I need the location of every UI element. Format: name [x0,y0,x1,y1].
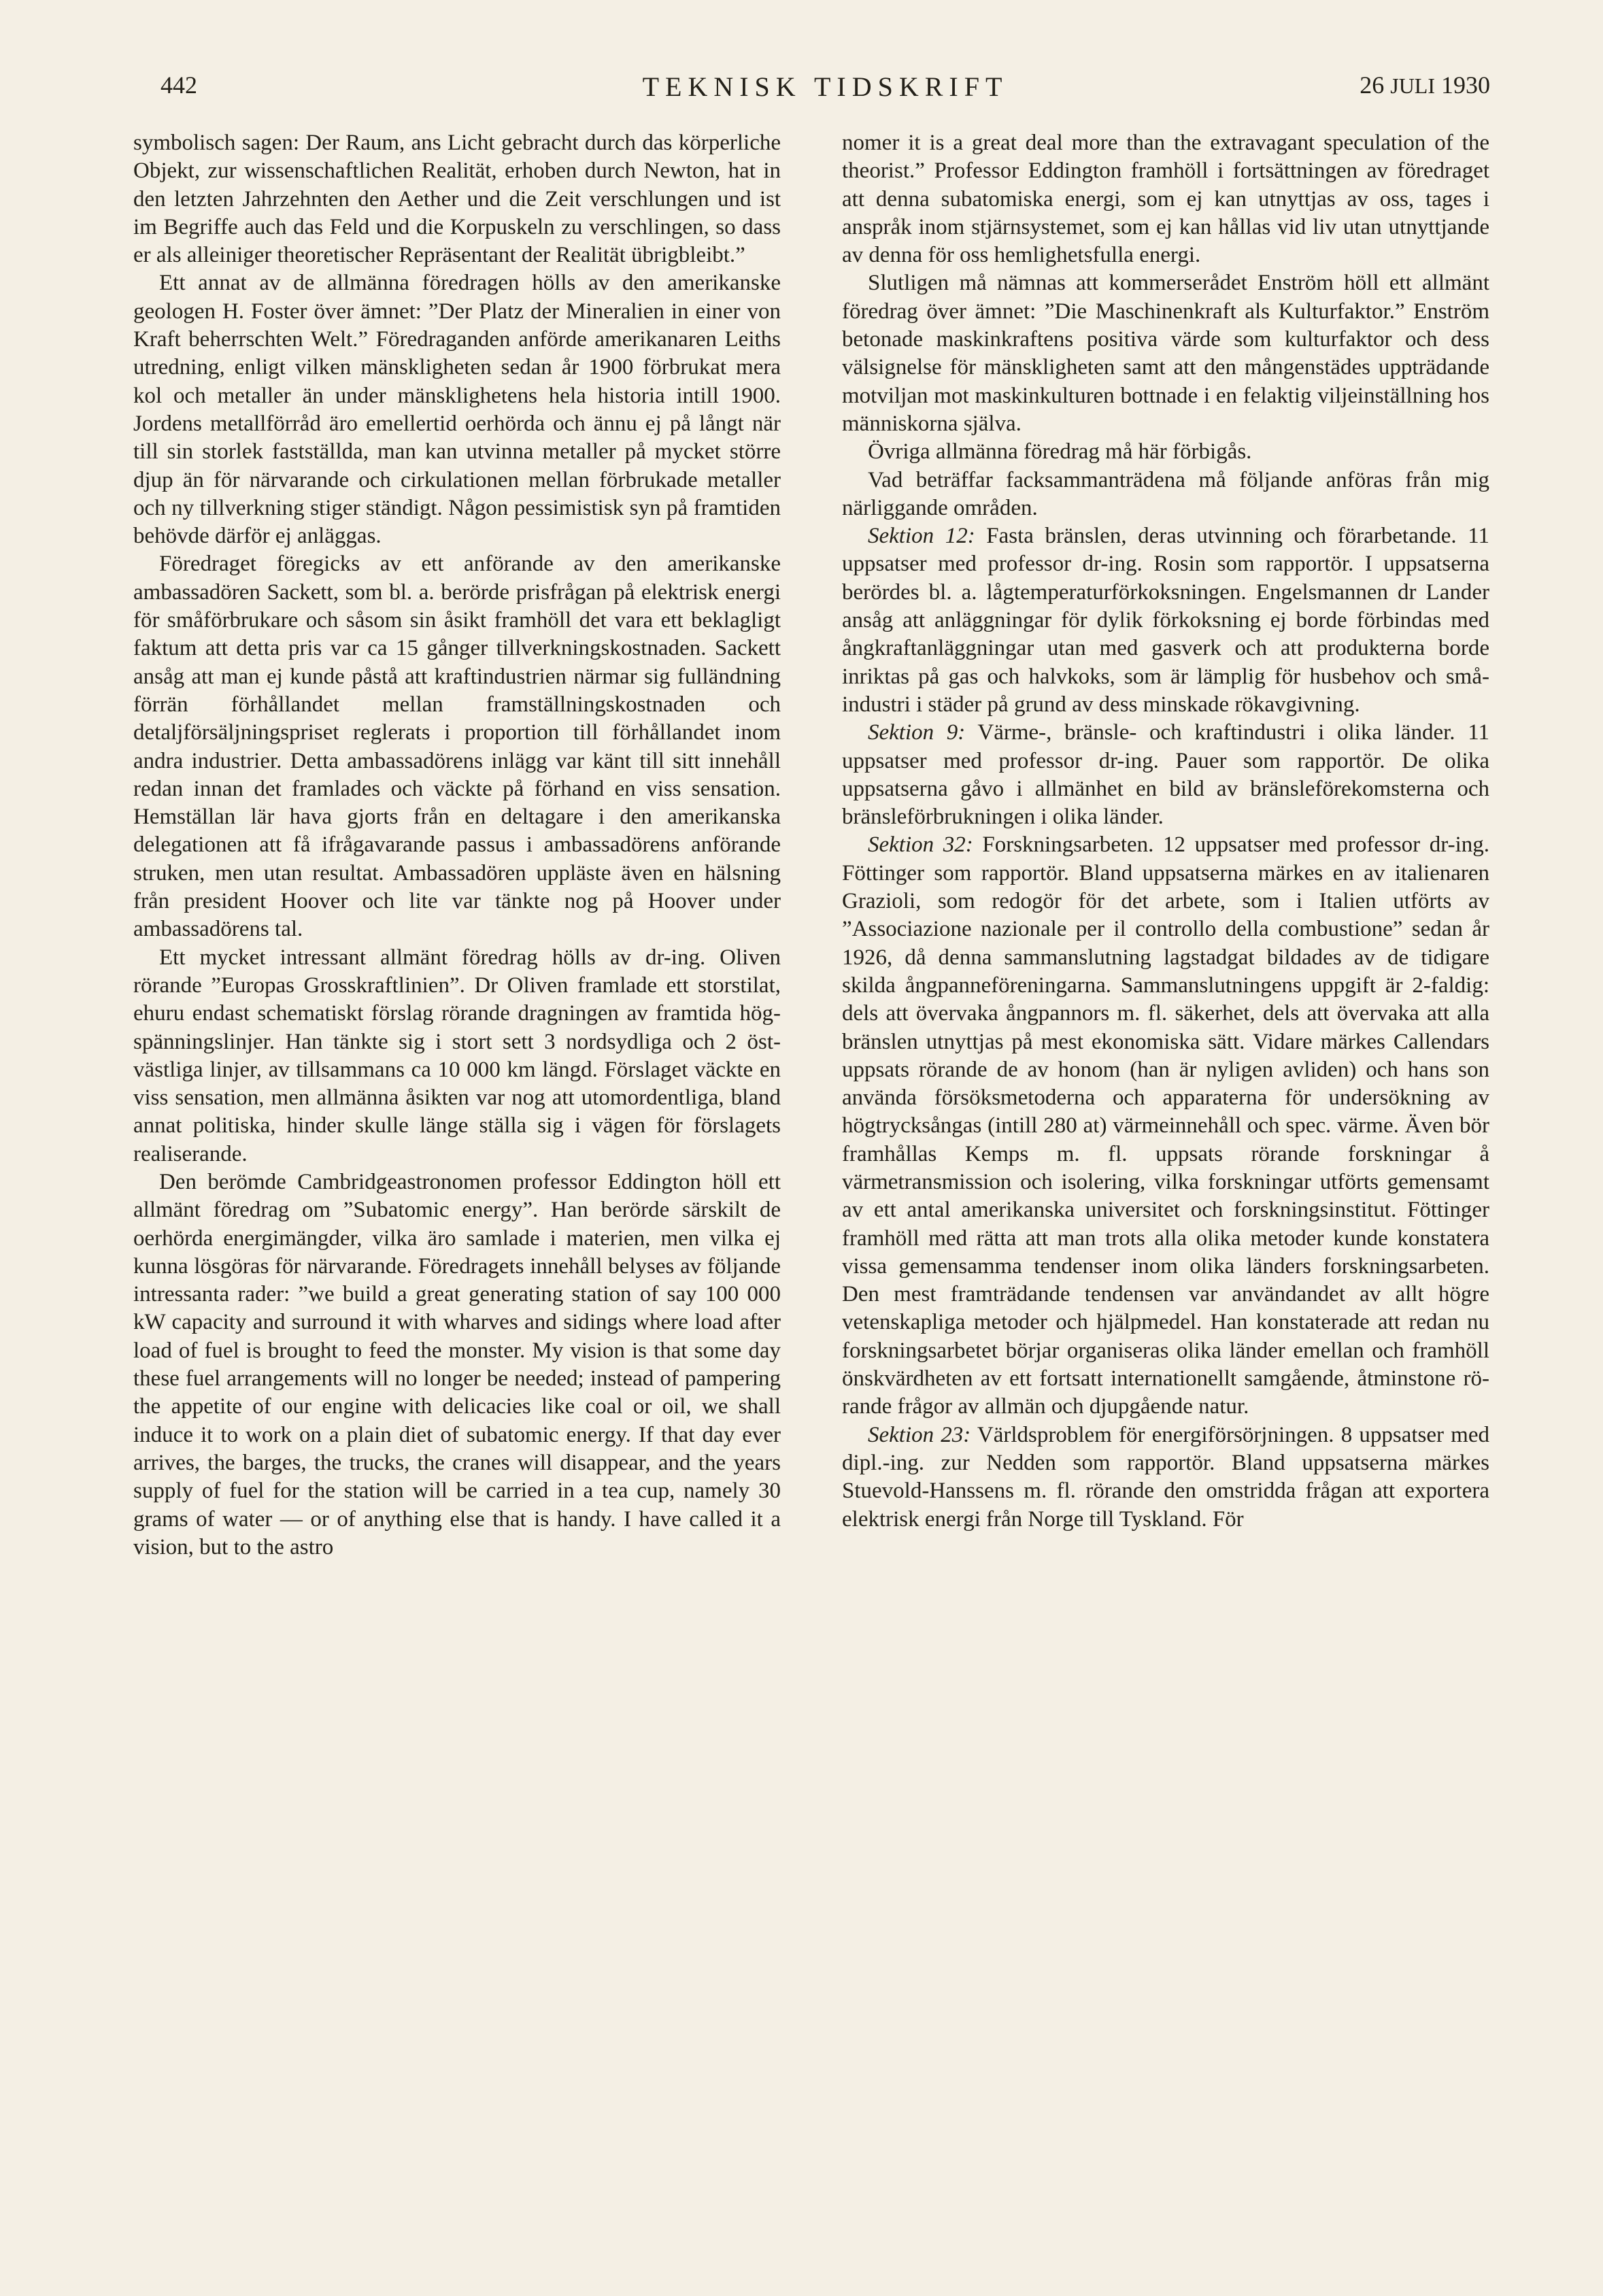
section-text: Världsproblem för energiförsörjningen. 8 uppsatser med dipl.-ing. zur Nedden som rapportör. Bland uppsatserna märkes Stuevold-Hanssens m. fl. rörande den omstridda frågan att exportera elektrisk energi från Norge till Tyskland. För [842,1422,1489,1532]
journal-title: TEKNISK TIDSKRIFT [642,71,1009,102]
section-paragraph [842,831,1489,1421]
page-header [161,71,1490,112]
section-text: Värme-, bränsle- och kraftindustri i olika länder. 11 uppsatser med professor dr-ing. Pauer som rapportör. De olika uppsatserna gåvo i allmänhet en bild av bränsleförekomsterna och bränsleförbrukningen i olika länder. [842,720,1489,830]
section-label: Sektion 9: [868,720,966,745]
issue-year: 1930 [1441,71,1490,99]
issue-date [1360,71,1490,99]
section-paragraph [842,522,1489,719]
paragraph: Vad beträffar facksammanträdena må följande anföras från mig närliggande områden. [842,467,1489,520]
paragraph: symbolisch sagen: Der Raum, ans Licht gebracht durch das körperliche Objekt, zur wissenschaftlichen Realität, erhoben durch Newton, hat in den letzten Jahrzehnten den Aether und die Zeit verschlungen und ist im Begriffe auch das Feld und die Korpuskeln zu verschlingen, so dass er als alleiniger theoretischer Repräsentant der Realität übrigbleibt.” [133,131,781,268]
paragraph: Övriga allmänna föredrag må här förbigås. [868,439,1252,465]
issue-day: 26 [1360,71,1385,99]
paragraph: Föredraget föregicks av ett anförande av den amerikanske ambassadören Sackett, som bl. a. berörde prisfrågan på elektrisk energi för småförbrukare och såsom sin åsikt framhöll det vara ett beklagligt faktum att detta pris var ca 15 gånger tillverkningskostnaden. Sackett ansåg att man ej kunde påstå att kraftindustrien närmar sig fulländning förrän förhållandet mellan framställningskostnaden och detaljförsäljningspriset reglerats i proportion till förhållandet inom andra industrier. Detta ambassadörens inlägg var känt till sitt innehåll redan innan det framlades och väckte på förhand en viss sensation. Hemställan lär hava gjorts från en deltagare i den amerikanska delegationen att få ifrågavarande passus i ambassadörens anförande struken, men utan resultat. Ambassadören uppläste även en hälsning från president Hoover och lite var tänkte nog på Hoover under ambassadörens tal. [133,552,781,942]
section-label: Sektion 32: [868,832,973,858]
section-label: Sektion 12: [868,524,975,549]
section-paragraph [842,1421,1489,1534]
right-column [842,129,1489,2238]
section-text: Fasta bränslen, deras utvinning och förarbetande. 11 uppsatser med professor dr-ing. Rosin som rapportör. I uppsatserna berördes bl. a. lågtemperaturförkoksningen. Engelsmannen dr Lander ansåg att anläggningar för dylik förkoksning ej borde förbindas med ångkraftanläggningar utan med gasverk och att produkterna borde inriktas på gas och halvkoks, som är lämplig för husbehov och småindustri i städer på grund av dess minskade rökavgivning. [842,524,1489,717]
paragraph: Slutligen må nämnas att kommerserådet Enström höll ett allmänt föredrag över ämnet: ”Die Maschinenkraft als Kulturfaktor.” Enström betonade maskinkraftens positiva värde som kulturfaktor och dess välsignelse för mänskligheten samt att den mångenstädes uppträdande motviljan mot maskinkulturen bottnade i en felaktig viljeinställning hos människorna själva. [842,271,1489,436]
section-text: Forskningsarbeten. 12 uppsatser med professor dr-ing. Föttinger som rapportör. Bland uppsatserna märkes en av italienaren Grazioli, som redogör för det arbete, som i Italien utförts av ”Associazione nazionale per il controllo della combustione” sedan år 1926, då denna sammanslutning lagstadgat bildades av de tidigare skilda ångpanneföreningarna. Sammanslutningens uppgift är 2-faldig: dels att övervaka ångpannors m. fl. säkerhet, dels att övervaka att alla bränslen utnyttjas på mest ekonomiska sätt. Vidare märkes Callendars uppsats rörande de av honom (han är nyligen avliden) och hans son använda försöksmetoderna och apparaterna för undersökning av högtrycksångas (intill 280 at) värmeinnehåll och spec. värme. Även bör framhållas Kemps m. fl. uppsats rörande forskningar å värmetransmission och isolering, vilka forskningar utförts gemensamt av ett antal amerikanska universitet och forskningsinstitut. Föttinger framhöll med rätta att man trots alla olika metoder kunde konstatera vissa gemensamma tendenser inom olika länders forskningsarbeten. Den mest framträdande tendensen var användandet av allt högre vetenskapliga metoder och hjälpmedel. Han konstaterade att redan nu forskningsarbetet börjar organiseras olika länder emellan och framhöll önskvärdheten av ett fortsatt internationellt samgående, åtminstone rörande frågor av allmän och djupgående natur. [842,832,1489,1419]
paragraph: Den berömde Cambridgeastronomen professor Eddington höll ett allmänt föredrag om ”Subatomic energy”. Han berörde särskilt de oerhörda energimängder, vilka äro samlade i materien, men vilka ej kunna lösgöras för närvarande. Föredragets innehåll belyses av följande intressanta rader: ”we build a great generating station of say 100 000 kW capacity and surround it with wharves and sidings where load after load of fuel is brought to feed the monster. My vision is that some day these fuel arrangements will no longer be needed; instead of pampering the appetite of our engine with delicacies like coal or oil, we shall induce it to work on a plain diet of subatomic energy. If that day ever arrives, the barges, the trucks, the cranes will disappear, and the years supply of fuel for the station will be carried in a tea cup, namely 30 grams of water — or of anything else that is handy. I have called it a vision, but to the astro [133,1169,781,1559]
paragraph: nomer it is a great deal more than the extravagant speculation of the theorist.” Professor Eddington framhöll i fortsättningen av föredraget att denna subatomiska energi, som ej kan utnyttjas av oss, tages i anspråk inom stjärnsystemet, som ej kan hållas vid liv utan utnyttjande av denna för oss hemlighetsfulla energi. [842,131,1489,268]
left-column [133,129,781,2238]
page-number: 442 [161,71,197,99]
issue-month: JULI [1390,73,1435,98]
paragraph: Ett annat av de allmänna föredragen hölls av den amerikanske geologen H. Foster över ämnet: ”Der Platz der Mineralien in einer von Kraft beherrschten Welt.” Föredraganden anförde amerikanaren Leiths utredning, enligt vilken mänskligheten sedan år 1900 förbrukat mera kol och metaller än under mänsklighetens hela historia intill 1900. Jordens metallförråd äro emellertid oerhörda och ännu ej på långt när till sin storlek fastställda, man kan utvinna metaller på mycket större djup än för närvarande och cirkulationen mellan förbrukade metaller och ny tillverkning stiger ständigt. Någon pessimistisk syn på framtiden behövde därför ej anläggas. [133,271,781,549]
section-paragraph [842,719,1489,831]
paragraph: Ett mycket intressant allmänt föredrag hölls av dr-ing. Oliven rörande ”Europas Grosskraftlinien”. Dr Oliven framlade ett storstilat, ehuru endast schematiskt förslag rörande dragningen av framtida högspänningslinjer. Han tänkte sig i stort sett 3 nordsydliga och 2 öst-västliga linjer, av tillsammans ca 10 000 km längd. Förslaget väckte en viss sensation, men allmänna åsikten var nog att utomordentliga, bland annat politiska, hinder skulle länge ställa sig i vägen för förslagets realiserande. [133,945,781,1166]
section-label: Sektion 23: [868,1422,971,1447]
